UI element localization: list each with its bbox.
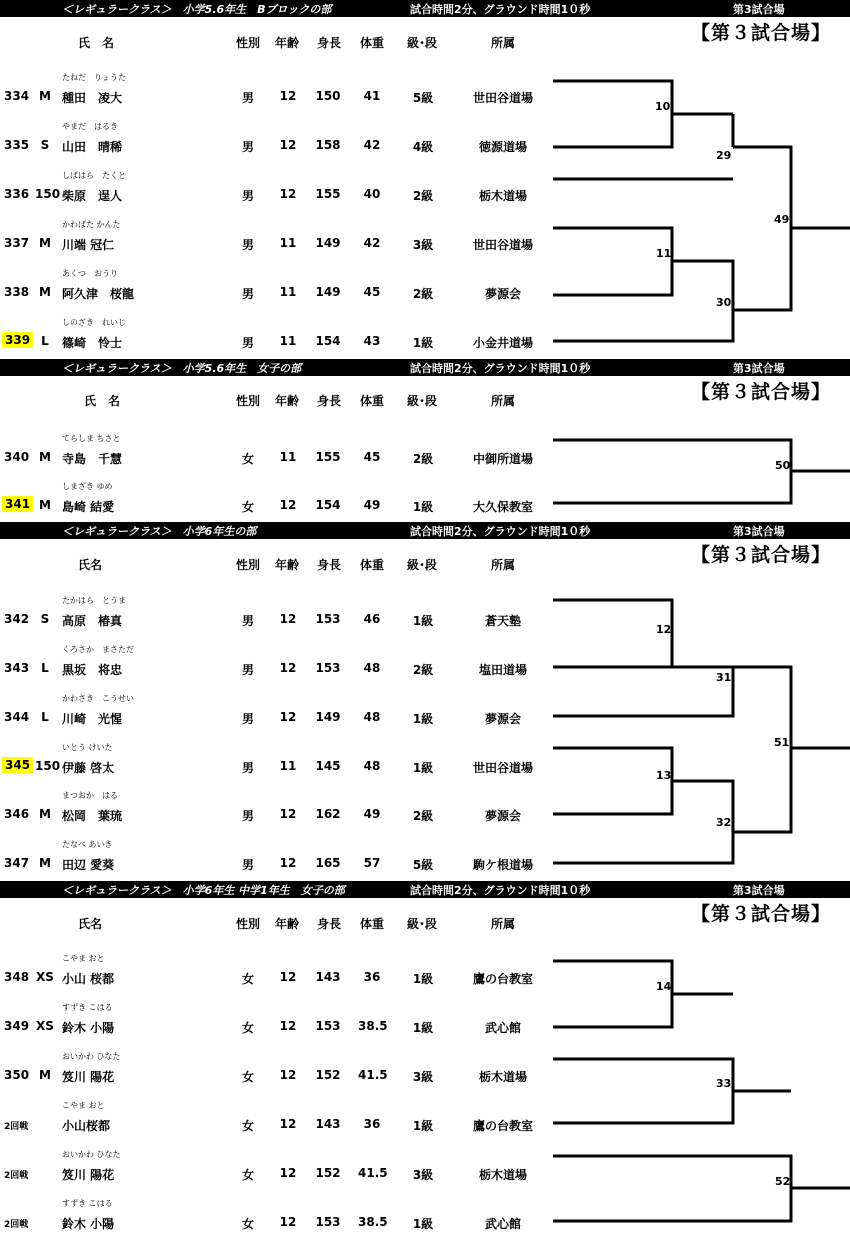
size: S <box>40 138 50 152</box>
class-title: ＜レギュラークラス＞ 小学6年生の部 <box>62 525 257 538</box>
rank: 5級 <box>412 858 434 872</box>
size: L <box>41 334 49 348</box>
size: XS <box>36 1019 54 1033</box>
name-reading: しのざき れいじ <box>62 318 126 327</box>
match-number: 50 <box>775 459 791 472</box>
match-number: 49 <box>774 213 790 226</box>
weight: 42 <box>363 138 381 152</box>
name-reading: まつおか はる <box>62 791 118 800</box>
height: 153 <box>315 1019 341 1033</box>
weight: 45 <box>363 285 381 299</box>
name: 柴原 逞人 <box>62 189 123 203</box>
age: 12 <box>279 856 297 870</box>
age: 12 <box>279 612 297 626</box>
dojo: 蒼天塾 <box>484 614 521 628</box>
age: 11 <box>279 759 297 773</box>
header-age: 年齢 <box>275 394 300 408</box>
name: 種田 凌大 <box>62 91 123 105</box>
match-number: 30 <box>716 296 732 309</box>
header-height: 身長 <box>317 394 342 408</box>
age: 12 <box>279 1215 297 1229</box>
header-age: 年齢 <box>275 36 300 50</box>
gender: 女 <box>241 972 254 986</box>
entry-number: 346 <box>4 807 30 821</box>
class-title: ＜レギュラークラス＞ 小学5.6年生 Bブロックの部 <box>62 3 332 16</box>
name-reading: こやま おと <box>62 1101 105 1110</box>
age: 12 <box>279 89 297 103</box>
header-height: 身長 <box>317 558 342 572</box>
rank: 2級 <box>412 287 434 301</box>
rank: 3級 <box>412 1070 434 1084</box>
dojo: 鷹の台教室 <box>472 972 533 986</box>
size: M <box>39 1068 51 1082</box>
name-reading: やまだ はるき <box>62 122 118 131</box>
rank: 1級 <box>412 336 434 350</box>
entry-number: 337 <box>4 236 30 250</box>
age: 12 <box>279 187 297 201</box>
entry-number: 343 <box>4 661 30 675</box>
match-number: 13 <box>656 769 672 782</box>
height: 162 <box>315 807 341 821</box>
height: 145 <box>315 759 341 773</box>
dojo: 鷹の台教室 <box>472 1119 533 1133</box>
age: 12 <box>279 498 297 512</box>
height: 154 <box>315 334 341 348</box>
match-number: 52 <box>775 1175 791 1188</box>
round-label: 2回戦 <box>4 1220 29 1230</box>
header-weight: 体重 <box>360 36 385 50</box>
name: 小山桜都 <box>62 1119 111 1133</box>
name-reading: おいかわ ひなた <box>62 1150 121 1159</box>
header-dojo: 所属 <box>491 917 516 931</box>
gender: 女 <box>241 1119 254 1133</box>
name-reading: しまざき ゆめ <box>62 482 113 491</box>
name-reading: かわさき こうせい <box>62 694 134 703</box>
header-weight: 体重 <box>360 917 385 931</box>
tournament-bracket <box>0 881 850 1225</box>
size: 150 <box>35 759 61 773</box>
size: M <box>39 498 51 512</box>
name-reading: たねだ りょうた <box>62 73 126 82</box>
age: 12 <box>279 807 297 821</box>
match-number: 10 <box>655 100 671 113</box>
header-rank: 級･段 <box>407 36 438 50</box>
size: L <box>41 710 49 724</box>
gender: 女 <box>241 452 254 466</box>
dojo: 世田谷道場 <box>472 761 533 775</box>
match-time: 試合時間2分、グラウンド時間1０秒 <box>410 362 591 375</box>
weight: 41 <box>363 89 381 103</box>
rank: 3級 <box>412 1168 434 1182</box>
header-gender: 性別 <box>236 917 261 931</box>
age: 12 <box>279 661 297 675</box>
height: 149 <box>315 285 341 299</box>
header-gender: 性別 <box>236 36 261 50</box>
entry-number: 335 <box>4 138 30 152</box>
gender: 女 <box>241 500 254 514</box>
height: 152 <box>315 1068 341 1082</box>
weight: 36 <box>363 1117 381 1131</box>
gender: 男 <box>241 761 254 775</box>
tournament-bracket <box>0 359 850 524</box>
weight: 49 <box>363 498 381 512</box>
entry-number: 342 <box>4 612 30 626</box>
gender: 男 <box>241 614 254 628</box>
age: 12 <box>279 1166 297 1180</box>
rank: 5級 <box>412 91 434 105</box>
rank: 1級 <box>412 712 434 726</box>
entry-number: 338 <box>4 285 30 299</box>
rank: 1級 <box>412 500 434 514</box>
header-age: 年齢 <box>275 558 300 572</box>
round-label: 2回戦 <box>4 1122 29 1132</box>
age: 11 <box>279 334 297 348</box>
name-reading: すずき こはる <box>62 1003 113 1012</box>
big-area-label: 【第３試合場】 <box>691 22 832 44</box>
area-label: 第3試合場 <box>733 884 785 897</box>
header-dojo: 所属 <box>491 36 516 50</box>
big-area-label: 【第３試合場】 <box>691 381 832 403</box>
age: 12 <box>279 1068 297 1082</box>
name-reading: たなべ あいき <box>62 840 113 849</box>
dojo: 栃木道場 <box>478 189 527 203</box>
header-name: 氏名 <box>78 558 103 572</box>
rank: 3級 <box>412 238 434 252</box>
size: L <box>41 661 49 675</box>
rank: 1級 <box>412 972 434 986</box>
weight: 46 <box>363 612 381 626</box>
name: 高原 椿真 <box>62 614 123 628</box>
entry-number: 345 <box>2 757 33 773</box>
size: XS <box>36 970 54 984</box>
height: 149 <box>315 236 341 250</box>
dojo: 夢源会 <box>484 287 521 301</box>
dojo: 駒ケ根道場 <box>472 858 533 872</box>
weight: 57 <box>363 856 381 870</box>
name-reading: てらしま ちさと <box>62 434 121 443</box>
name: 鈴木 小陽 <box>62 1021 115 1035</box>
weight: 49 <box>363 807 381 821</box>
height: 155 <box>315 450 341 464</box>
dojo: 小金井道場 <box>472 336 533 350</box>
big-area-label: 【第３試合場】 <box>691 903 832 925</box>
header-height: 身長 <box>317 36 342 50</box>
height: 158 <box>315 138 341 152</box>
name: 阿久津 桜龍 <box>62 287 135 301</box>
header-name: 氏 名 <box>78 36 115 50</box>
name: 田辺 愛葵 <box>62 858 115 872</box>
age: 11 <box>279 285 297 299</box>
match-time: 試合時間2分、グラウンド時間1０秒 <box>410 3 591 16</box>
gender: 男 <box>241 336 254 350</box>
match-number: 29 <box>716 149 732 162</box>
name: 寺島 千慧 <box>62 452 123 466</box>
entry-number: 350 <box>4 1068 30 1082</box>
weight: 40 <box>363 187 381 201</box>
gender: 男 <box>241 663 254 677</box>
dojo: 世田谷道場 <box>472 91 533 105</box>
gender: 男 <box>241 809 254 823</box>
rank: 1級 <box>412 1119 434 1133</box>
header-age: 年齢 <box>275 917 300 931</box>
entry-number: 336 <box>4 187 30 201</box>
entry-number: 344 <box>4 710 30 724</box>
name: 黒坂 将忠 <box>62 663 123 677</box>
height: 150 <box>315 89 341 103</box>
header-name: 氏 名 <box>84 394 121 408</box>
weight: 41.5 <box>358 1166 388 1180</box>
entry-number: 349 <box>4 1019 30 1033</box>
height: 143 <box>315 970 341 984</box>
area-label: 第3試合場 <box>733 525 785 538</box>
tournament-bracket <box>0 0 850 360</box>
rank: 2級 <box>412 189 434 203</box>
header-gender: 性別 <box>236 558 261 572</box>
header-name: 氏名 <box>78 917 103 931</box>
entry-number: 341 <box>2 496 33 512</box>
height: 143 <box>315 1117 341 1131</box>
entry-number: 347 <box>4 856 30 870</box>
age: 12 <box>279 970 297 984</box>
header-dojo: 所属 <box>491 394 516 408</box>
area-label: 第3試合場 <box>733 3 785 16</box>
age: 11 <box>279 450 297 464</box>
match-number: 14 <box>656 980 672 993</box>
gender: 女 <box>241 1168 254 1182</box>
gender: 男 <box>241 140 254 154</box>
name-reading: おいかわ ひなた <box>62 1052 121 1061</box>
weight: 48 <box>363 710 381 724</box>
name: 川端 冠仁 <box>62 238 115 252</box>
gender: 男 <box>241 858 254 872</box>
dojo: 塩田道場 <box>478 663 527 677</box>
rank: 2級 <box>412 809 434 823</box>
weight: 45 <box>363 450 381 464</box>
name: 島崎 結愛 <box>62 500 115 514</box>
rank: 1級 <box>412 614 434 628</box>
dojo: 夢源会 <box>484 809 521 823</box>
entry-number: 340 <box>4 450 30 464</box>
class-title: ＜レギュラークラス＞ 小学5.6年生 女子の部 <box>62 362 302 375</box>
header-rank: 級･段 <box>407 558 438 572</box>
weight: 41.5 <box>358 1068 388 1082</box>
header-dojo: 所属 <box>491 558 516 572</box>
rank: 1級 <box>412 1217 434 1231</box>
age: 12 <box>279 138 297 152</box>
gender: 男 <box>241 91 254 105</box>
name: 山田 晴稀 <box>62 140 123 154</box>
age: 12 <box>279 710 297 724</box>
name: 笈川 陽花 <box>62 1168 115 1182</box>
dojo: 大久保教室 <box>472 500 533 514</box>
dojo: 栃木道場 <box>478 1070 527 1084</box>
dojo: 中御所道場 <box>472 452 533 466</box>
area-label: 第3試合場 <box>733 362 785 375</box>
weight: 43 <box>363 334 381 348</box>
gender: 女 <box>241 1021 254 1035</box>
weight: 48 <box>363 661 381 675</box>
gender: 女 <box>241 1217 254 1231</box>
rank: 2級 <box>412 452 434 466</box>
gender: 女 <box>241 1070 254 1084</box>
match-time: 試合時間2分、グラウンド時間1０秒 <box>410 525 591 538</box>
tournament-bracket <box>0 522 850 882</box>
name-reading: しばはら たくと <box>62 171 126 180</box>
header-rank: 級･段 <box>407 394 438 408</box>
height: 149 <box>315 710 341 724</box>
name-reading: かわばた かんた <box>62 220 121 229</box>
big-area-label: 【第３試合場】 <box>691 544 832 566</box>
dojo: 世田谷道場 <box>472 238 533 252</box>
weight: 38.5 <box>358 1215 388 1229</box>
name: 松岡 葉琉 <box>62 809 123 823</box>
size: 150 <box>35 187 61 201</box>
entry-number: 348 <box>4 970 30 984</box>
name: 篠崎 怜士 <box>62 336 123 350</box>
name-reading: あくつ おうり <box>62 269 118 278</box>
name: 小山 桜都 <box>62 972 115 986</box>
weight: 36 <box>363 970 381 984</box>
weight: 48 <box>363 759 381 773</box>
gender: 男 <box>241 287 254 301</box>
height: 155 <box>315 187 341 201</box>
header-gender: 性別 <box>236 394 261 408</box>
name-reading: いとう けいた <box>62 743 113 752</box>
entry-number: 339 <box>2 332 33 348</box>
name: 鈴木 小陽 <box>62 1217 115 1231</box>
match-time: 試合時間2分、グラウンド時間1０秒 <box>410 884 591 897</box>
match-number: 11 <box>656 247 672 260</box>
match-number: 12 <box>656 623 672 636</box>
dojo: 徳源道場 <box>478 140 527 154</box>
height: 153 <box>315 661 341 675</box>
age: 11 <box>279 236 297 250</box>
match-number: 33 <box>716 1077 732 1090</box>
weight: 42 <box>363 236 381 250</box>
name: 川崎 光惺 <box>62 712 123 726</box>
header-weight: 体重 <box>360 394 385 408</box>
rank: 4級 <box>412 140 434 154</box>
gender: 男 <box>241 189 254 203</box>
name: 笈川 陽花 <box>62 1070 115 1084</box>
age: 12 <box>279 1019 297 1033</box>
header-rank: 級･段 <box>407 917 438 931</box>
entry-number: 334 <box>4 89 30 103</box>
size: M <box>39 807 51 821</box>
gender: 男 <box>241 712 254 726</box>
size: M <box>39 285 51 299</box>
match-number: 32 <box>716 816 732 829</box>
height: 165 <box>315 856 341 870</box>
height: 152 <box>315 1166 341 1180</box>
weight: 38.5 <box>358 1019 388 1033</box>
height: 153 <box>315 1215 341 1229</box>
dojo: 夢源会 <box>484 712 521 726</box>
height: 154 <box>315 498 341 512</box>
name-reading: こやま おと <box>62 954 105 963</box>
header-weight: 体重 <box>360 558 385 572</box>
size: S <box>40 612 50 626</box>
size: M <box>39 450 51 464</box>
dojo: 武心館 <box>484 1021 521 1035</box>
match-number: 31 <box>716 671 732 684</box>
dojo: 武心館 <box>484 1217 521 1231</box>
dojo: 栃木道場 <box>478 1168 527 1182</box>
size: M <box>39 856 51 870</box>
size: M <box>39 89 51 103</box>
name: 伊藤 啓太 <box>62 761 115 775</box>
header-height: 身長 <box>317 917 342 931</box>
rank: 2級 <box>412 663 434 677</box>
match-number: 51 <box>774 736 790 749</box>
name-reading: たかはら とうま <box>62 596 126 605</box>
name-reading: すずき こはる <box>62 1199 113 1208</box>
gender: 男 <box>241 238 254 252</box>
rank: 1級 <box>412 1021 434 1035</box>
name-reading: くろさか まさただ <box>62 645 134 654</box>
age: 12 <box>279 1117 297 1131</box>
size: M <box>39 236 51 250</box>
class-title: ＜レギュラークラス＞ 小学6年生 中学1年生 女子の部 <box>62 884 345 897</box>
round-label: 2回戦 <box>4 1171 29 1181</box>
rank: 1級 <box>412 761 434 775</box>
height: 153 <box>315 612 341 626</box>
